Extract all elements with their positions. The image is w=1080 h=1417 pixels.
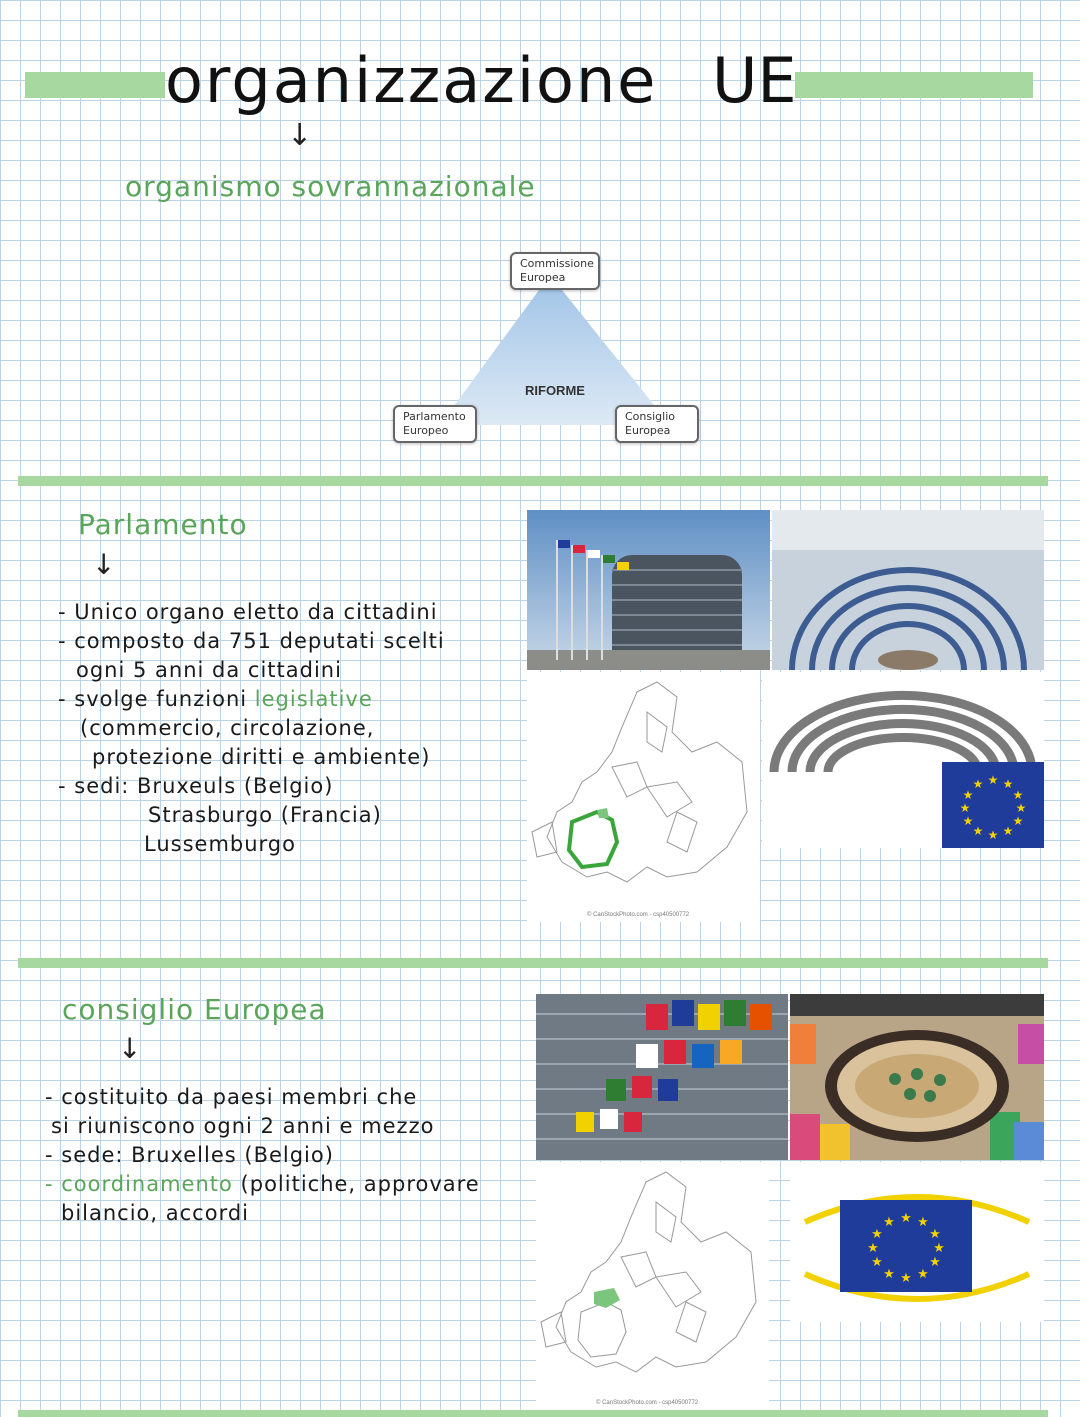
arrow-down-icon: ↓ [118,1032,142,1065]
svg-text:★: ★ [871,1227,883,1242]
svg-text:★: ★ [883,1215,895,1230]
list-item: - Unico organo eletto da cittadini [58,600,438,624]
belgium-highlight [594,1288,620,1308]
highlight-coordinamento: - coordinamento [45,1172,233,1196]
page-title-suffix: UE [712,44,797,117]
france-highlight [569,812,617,867]
svg-text:★: ★ [929,1255,941,1270]
svg-text:★: ★ [1002,824,1014,838]
svg-text:★: ★ [962,788,974,802]
list-item: Strasburgo (Francia) [148,803,382,827]
svg-text:★: ★ [987,773,999,787]
list-item: - coordinamento (politiche, approvare [45,1172,480,1196]
diagram-node-consiglio: Consiglio Europea [615,405,699,443]
svg-text:★: ★ [900,1211,912,1226]
parliament-logo-panel [762,672,1044,848]
list-item: ogni 5 anni da cittadini [76,658,342,682]
title-band-left [25,72,165,98]
highlight-legislative: legislative [254,687,373,711]
svg-text:★: ★ [972,777,984,791]
arrow-down-icon: ↓ [92,548,116,581]
council-logo-panel [790,1162,1044,1322]
svg-text:★: ★ [917,1215,929,1230]
europe-map-belgium [536,1162,769,1410]
svg-text:★: ★ [883,1267,895,1282]
consiglio-heading: consiglio Europea [62,993,327,1026]
svg-text:★: ★ [962,814,974,828]
arrow-down-icon: ↓ [287,118,313,153]
list-item: si riuniscono ogni 2 anni e mezzo [51,1114,435,1138]
parlamento-heading: Parlamento [78,508,248,541]
svg-text:★: ★ [917,1267,929,1282]
council-meeting-photo [790,994,1044,1160]
svg-text:★: ★ [1002,777,1014,791]
svg-text:★: ★ [929,1227,941,1242]
section-divider [18,958,1048,968]
svg-text:★: ★ [933,1241,945,1256]
map-credit: © CanStockPhoto.com - csp40500772 [596,1400,699,1406]
svg-text:★: ★ [987,828,999,842]
parliament-building-photo [527,510,770,670]
diagram-node-commissione: Commissione Europea [510,252,600,290]
title-band-right [795,72,1033,98]
flags-building-photo [536,994,788,1160]
list-item: Lussemburgo [144,832,296,856]
list-item: - sede: Bruxelles (Belgio) [45,1143,334,1167]
svg-text:★: ★ [1012,788,1024,802]
section-divider [18,1410,1048,1417]
parlamento-bullets [58,598,445,859]
svg-text:★: ★ [867,1241,879,1256]
svg-text:★: ★ [871,1255,883,1270]
section-divider [18,476,1048,486]
list-item: - costituito da paesi membri che [45,1085,418,1109]
page-subtitle: organismo sovrannazionale [125,170,536,203]
diagram-center-label: RIFORME [525,383,585,398]
map-credit: © CanStockPhoto.com - csp40500772 [587,912,690,918]
luxembourg-highlight [597,808,609,818]
svg-text:★: ★ [1012,814,1024,828]
diagram-node-parlamento: Parlamento Europeo [393,405,477,443]
svg-text:★: ★ [959,801,971,815]
list-item: - svolge funzioni legislative [58,687,373,711]
svg-text:★: ★ [972,824,984,838]
list-item: - sedi: Bruxeuls (Belgio) [58,774,334,798]
list-item: - composto da 751 deputati scelti [58,629,445,653]
consiglio-bullets [45,1083,480,1228]
svg-text:★: ★ [900,1271,912,1286]
list-item: bilancio, accordi [61,1201,249,1225]
pyramid-triangle [440,275,670,425]
hemicycle-interior-photo [772,510,1044,670]
europe-map-france [527,672,760,922]
list-item: (commercio, circolazione, [80,716,375,740]
list-item: protezione diritti e ambiente) [92,745,431,769]
svg-text:★: ★ [1015,801,1027,815]
page-title: organizzazione [165,44,658,117]
